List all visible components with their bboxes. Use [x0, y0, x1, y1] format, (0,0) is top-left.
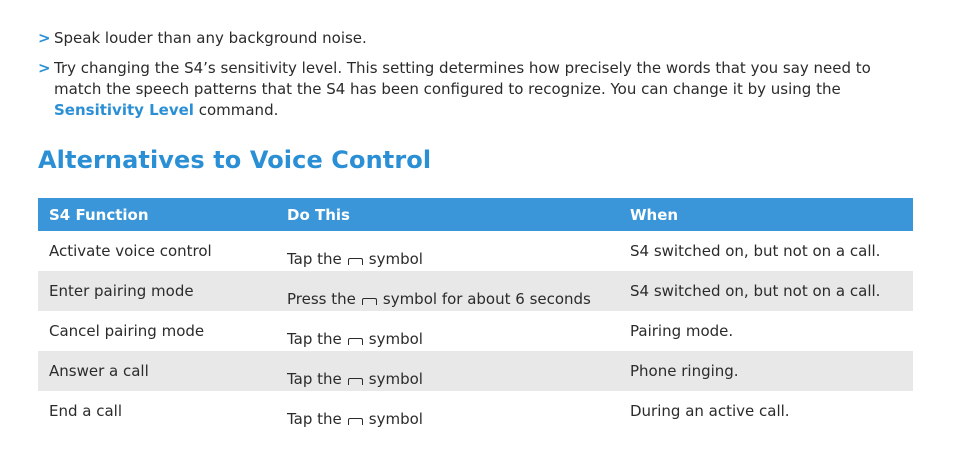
- cell-when: S4 switched on, but not on a call.: [619, 271, 913, 311]
- column-header-do-this: Do This: [276, 198, 619, 231]
- cell-function: Cancel pairing mode: [49, 322, 205, 340]
- table-row: [38, 311, 913, 351]
- button-symbol-icon: [348, 378, 363, 385]
- cell-when: During an active call.: [630, 402, 790, 420]
- cell-do-this: [276, 351, 619, 391]
- do-text: Tap the: [287, 250, 342, 268]
- table-row: [38, 271, 913, 311]
- bullet-arrow: >: [38, 29, 51, 47]
- cell-do-this: [276, 391, 619, 431]
- list-item: [38, 58, 898, 121]
- do-text: symbol for about 6 seconds: [382, 290, 591, 308]
- button-symbol-icon: [348, 338, 363, 345]
- bullet-text-after: command.: [193, 101, 279, 119]
- bullet-text: Speak louder than any background noise.: [54, 29, 367, 47]
- cell-function: Activate voice control: [49, 242, 212, 260]
- cell-when: Phone ringing.: [619, 351, 913, 391]
- button-symbol-icon: [348, 258, 363, 265]
- do-text: Tap the: [287, 410, 342, 428]
- table-row: [38, 231, 913, 271]
- bullet-arrow: >: [38, 59, 51, 77]
- do-text: Tap the: [287, 330, 342, 348]
- column-header-when: When: [619, 198, 913, 231]
- cell-function: Enter pairing mode: [38, 271, 276, 311]
- button-symbol-icon: [362, 298, 377, 305]
- voice-control-table: [38, 198, 913, 431]
- do-text: symbol: [368, 410, 423, 428]
- do-text: Tap the: [287, 370, 342, 388]
- do-text: symbol: [368, 250, 423, 268]
- table-header-row: [38, 198, 913, 231]
- cell-function: End a call: [49, 402, 123, 420]
- do-text: symbol: [368, 370, 423, 388]
- bullet-text: Try changing the S4’s sensitivity level. This setting determines how precisely the words that you say need to match the speech patterns that the S4 has been configured to recognize. You can change it by using the: [54, 59, 871, 98]
- do-text: symbol: [368, 330, 423, 348]
- button-symbol-icon: [348, 418, 363, 425]
- cell-do-this: [276, 271, 619, 311]
- table-row: [38, 391, 913, 431]
- cell-do-this: [276, 311, 619, 351]
- do-text: Press the: [287, 290, 356, 308]
- troubleshooting-list: [38, 28, 898, 130]
- table-row: [38, 351, 913, 391]
- cell-do-this: [276, 231, 619, 271]
- list-item: [38, 28, 898, 49]
- cell-function: Answer a call: [38, 351, 276, 391]
- cell-when: S4 switched on, but not on a call.: [630, 242, 881, 260]
- cell-when: Pairing mode.: [630, 322, 734, 340]
- section-title: Alternatives to Voice Control: [38, 146, 432, 174]
- sensitivity-level-link[interactable]: Sensitivity Level: [54, 101, 194, 119]
- column-header-function: S4 Function: [38, 198, 276, 231]
